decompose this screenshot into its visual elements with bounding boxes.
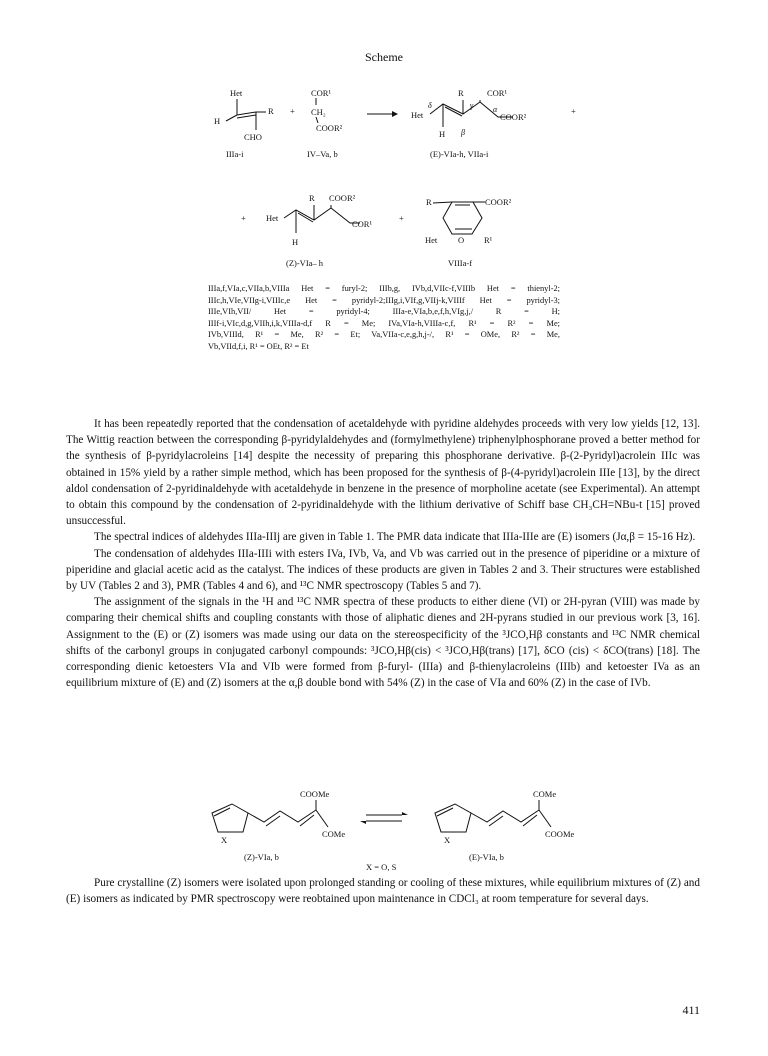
compound-label-z: (Z)-VIa, b — [244, 852, 279, 862]
beta-label: β — [461, 128, 465, 137]
compound-label-e: (E)-VIa-h, VIIa-i — [430, 149, 489, 159]
cor1-label: COR¹ — [311, 88, 332, 98]
legend-line: IIIf-i,VIc,d,g,VIIh,i,k,VIIIa-d,f R = Me; IVa,VIa-h,VIIIa-c,f, R¹ = R² = Me; — [208, 318, 560, 328]
product-e-isomer — [411, 88, 527, 159]
plus-sign: + — [290, 106, 295, 116]
plus-sign: + — [241, 213, 246, 223]
cho-label: CHO — [244, 132, 262, 142]
compound-label-iii: IIIa-i — [226, 149, 244, 159]
compound-label-z: (Z)-VIa– h — [286, 258, 324, 268]
coor2-label: COOR² — [329, 193, 356, 203]
reaction-arrow — [367, 111, 398, 117]
ch2-label: CH₂ — [311, 107, 326, 117]
pyran-viii — [425, 197, 512, 268]
cor1-label: COR¹ — [487, 88, 508, 98]
r-label: R — [309, 193, 315, 203]
het-label: Het — [411, 110, 424, 120]
coome-label: COOMe — [300, 789, 330, 799]
compound-label-viii: VIIIa-f — [448, 258, 473, 268]
ring-oxygen-label: O — [458, 235, 465, 245]
r1-label: R¹ — [484, 235, 493, 245]
paragraph: It has been repeatedly reported that the condensation of acetaldehyde with pyridine aldehydes proceeds with very low yields [12, 13]. The Wittig reaction between the corresponding β-pyridylaldehydes and (formylmethylene) triphenylphosphorane proved a better method for the synthesis of β-pyridylacroleins [14] despite the necessity of preparing this phosphorane derivative. β-(2-Pyridyl)acrolein IIIc was obtained in 15% yield by a rather simple method, which has been proposed for the synthesis of β-(4-pyridyl)acrolein IIIe [13], by the direct aldol condensation of 2-pyridinaldehyde with acetaldehyde in benzene in the presence of morpholine acetate (see Experimental). An attempt to obtain this compound by the condensation of 2-pyridinaldehyde with the lithium derivative of Schiff base CH₃CH=NBu-t [15] proved unsuccessful. — [66, 418, 700, 528]
het-label: Het — [266, 213, 279, 223]
page-number: 411 — [682, 1003, 700, 1017]
paragraph: The assignment of the signals in the ¹H and ¹³C NMR spectra of these products to either diene (VI) or 2H-pyran (VIII) was made by comparing their chemical shifts and coupling constants with those of aliphatic dienes and 2H-pyrans studied in our previous work [3, 16]. Assignment to the (E) or (Z) isomers was made using our data on the stereospecificity of the ³JCO,Hβ constants and ¹³C NMR chemical shifts of the carbonyl groups in conjugated carbonyl compounds: ³JCO,Hβ(cis) < ³JCO,Hβ(trans) [17], δCO (cis) < δCO(trans) [18]. The corresponding dienic ketoesters VIa and VIb were formed from β-furyl- (IIIa) and β-thienylacroleins (IIIb) and ketoester IVa as an equilibrium mixture of (E) and (Z) isomers at the α,β double bond with 54% (Z) in the case of VIa and 60% (Z) in the case of IVb. — [66, 596, 700, 690]
legend-line: IIIa,f,VIa,c,VIIa,b,VIIIa Het = furyl-2; IIIb,g, IVb,d,VIIc-f,VIIIb Het = thienyl-2; — [208, 284, 560, 293]
paragraph: Pure crystalline (Z) isomers were isolated upon prolonged standing or cooling of these mixtures, while equilibrium mixtures of (Z) and (E) isomers as indicated by PMR spectroscopy were reobtained upon maintenance in CDCl₃ at room temperature for several days. — [66, 877, 700, 906]
het-label: Het — [230, 88, 243, 98]
equilibrium-e-isomer — [435, 789, 575, 862]
h-label: H — [292, 237, 299, 247]
delta-label: δ — [428, 101, 432, 110]
plus-sign: + — [399, 213, 404, 223]
alpha-label: α — [493, 105, 498, 114]
legend-line: IIIe,VIh,VII/ Het = pyridyl-4; IIIa-e,VIa,b,e,f,h,VIg,j,/ R = H; — [208, 307, 560, 317]
reactant-ester-iv-v — [307, 88, 343, 159]
compound-label-e: (E)-VIa, b — [469, 852, 504, 862]
coome-label: COOMe — [545, 829, 575, 839]
equilibrium-condition: X = O, S — [366, 862, 397, 872]
cor1-label: COR¹ — [352, 219, 373, 229]
r-label: R — [268, 106, 274, 116]
het-label: Het — [425, 235, 438, 245]
heteroatom-x-label: X — [221, 835, 228, 845]
legend-line: Vb,VIId,f,i, R¹ = OEt, R² = Et — [208, 341, 309, 351]
gamma-label: γ — [470, 101, 474, 110]
body-text-section-2 — [66, 875, 700, 907]
reactant-aldehyde-iii — [214, 88, 274, 159]
h-label: H — [439, 129, 446, 139]
come-label: COMe — [322, 829, 346, 839]
equilibrium-z-isomer — [212, 789, 345, 862]
come-label: COMe — [533, 789, 557, 799]
compound-label-iv-v: IV–Va, b — [307, 149, 338, 159]
legend-line: IIIc,h,VIe,VIIg-i,VIIIc,e Het = pyridyl-2;IIIg,i,VIf,g,VIIj-k,VIIIf Het = pyridyl-3; — [208, 295, 560, 305]
paragraph: The condensation of aldehydes IIIa-IIIi with esters IVa, IVb, Va, and Vb was carried out in the presence of piperidine or a mixture of piperidine and glacial acetic acid as the catalyst. The indices of these products are given in Tables 2 and 3. Their structures were established by UV (Tables 2 and 3), PMR (Tables 4 and 6), and ¹³C NMR spectroscopy (Tables 5 and 7). — [66, 547, 700, 593]
scheme-title: Scheme — [365, 50, 403, 64]
coor2-label: COOR² — [316, 123, 343, 133]
h-label: H — [214, 116, 221, 126]
body-text-section-1 — [66, 416, 700, 691]
heteroatom-x-label: X — [444, 835, 451, 845]
r-label: R — [458, 88, 464, 98]
legend-line: IVb,VIIId, R¹ = Me, R² = Et; Va,VIIa-c,e,g,h,j-/, R¹ = OMe, R² = Me, — [208, 330, 560, 340]
paragraph: The spectral indices of aldehydes IIIa-IIIj are given in Table 1. The PMR data indicate that IIIa-IIIe are (E) isomers (Jα,β = 15-16 Hz). — [94, 531, 696, 544]
coor2-label: COOR² — [485, 197, 512, 207]
equilibrium-arrows — [360, 812, 408, 824]
coor2-label: COOR² — [500, 112, 527, 122]
plus-sign: + — [571, 106, 576, 116]
r-label: R — [426, 197, 432, 207]
product-z-isomer — [266, 193, 372, 268]
scheme-legend — [208, 283, 560, 353]
